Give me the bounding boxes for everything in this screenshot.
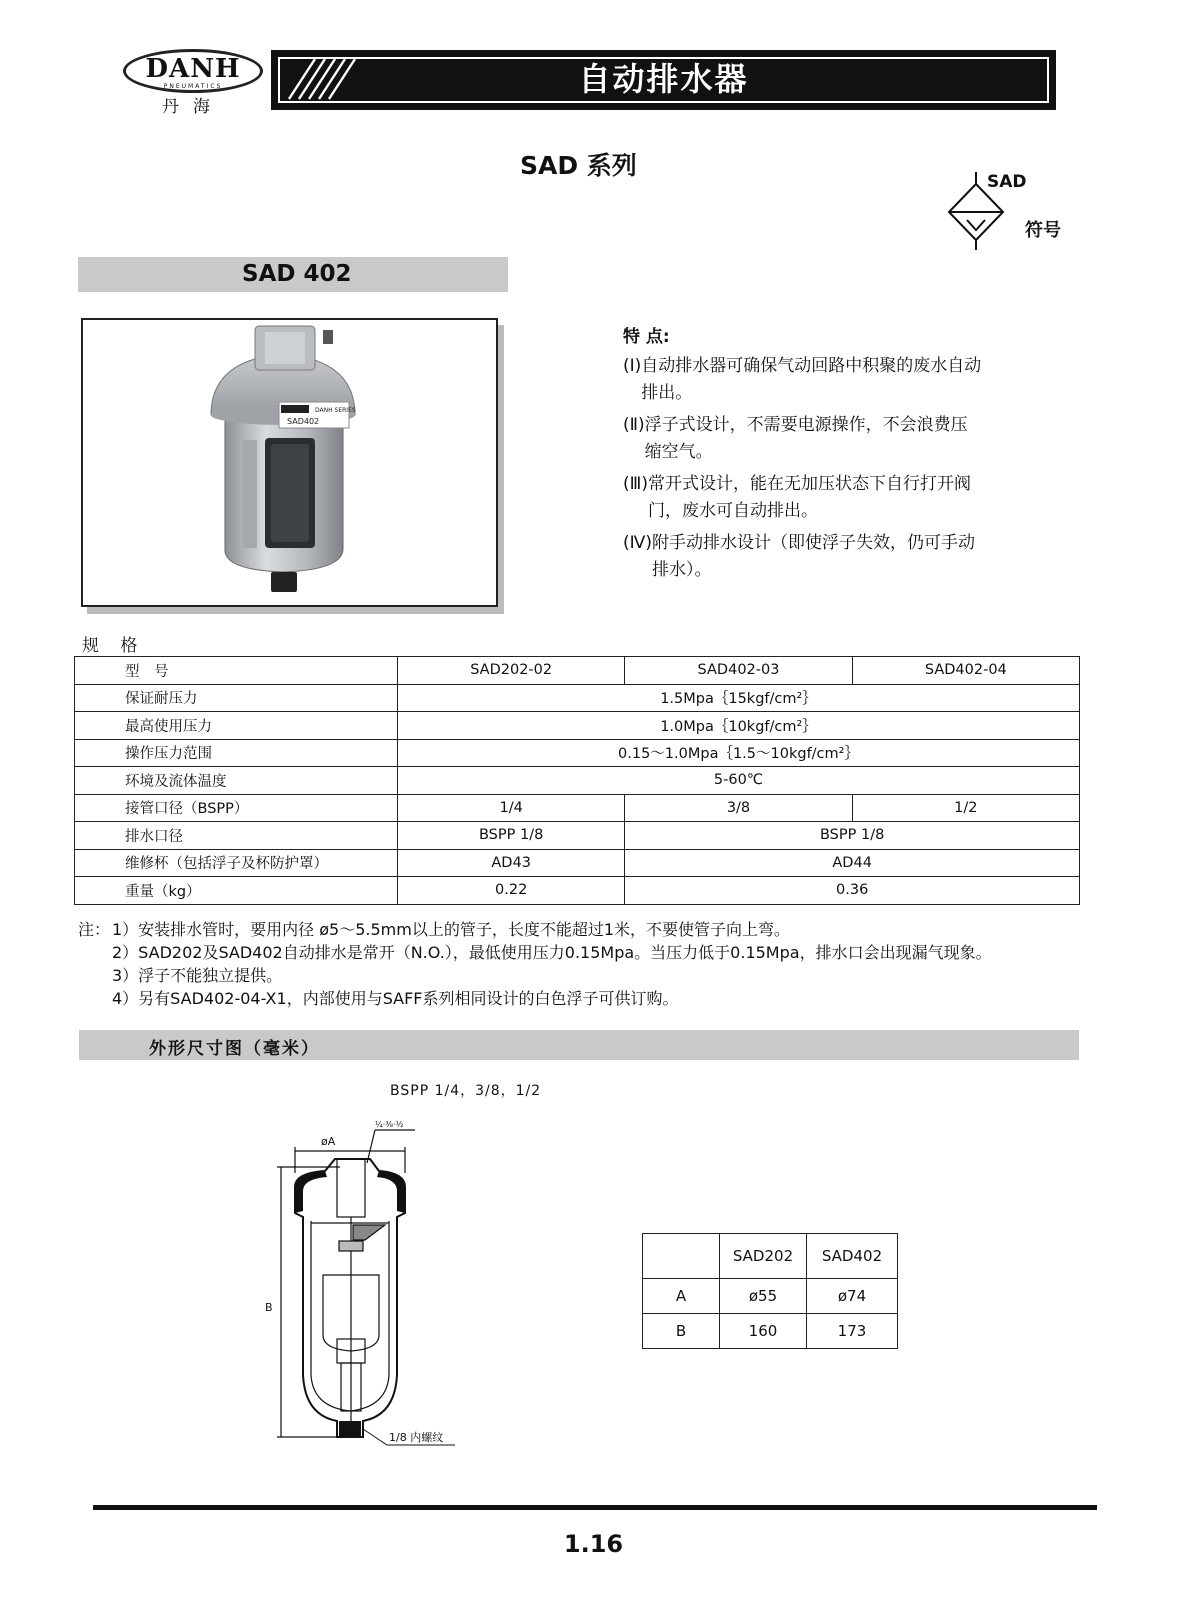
table-cell-label: 操作压力范围 <box>75 739 398 767</box>
table-cell-label: 保证耐压力 <box>75 684 398 712</box>
note-text: 4）另有SAD402-04-X1，内部使用与SAFF系列相同设计的白色浮子可供订购。 <box>112 989 679 1008</box>
table-cell: 0.22 <box>398 877 625 905</box>
table-cell: 0.36 <box>625 877 1080 905</box>
table-row <box>643 1314 898 1349</box>
dim-label-b: B <box>265 1301 273 1314</box>
table-cell: 1/2 <box>852 794 1079 822</box>
table-cell-label: 最高使用压力 <box>75 712 398 740</box>
symbol-block <box>945 172 1075 252</box>
table-row <box>75 739 1080 767</box>
model-band <box>78 257 508 292</box>
feature-number: (Ⅲ) <box>623 474 648 494</box>
note-item <box>78 918 992 941</box>
note-item <box>78 987 992 1010</box>
logo-subtitle: PNEUMATICS <box>163 83 223 90</box>
table-row <box>75 712 1080 740</box>
bspp-label: BSPP 1/4，3/8，1/2 <box>390 1083 542 1099</box>
notes-block <box>78 918 992 1010</box>
page-title-bar <box>271 50 1056 110</box>
feature-item <box>623 412 983 466</box>
drain-thread-label: 1/8 内螺纹 <box>389 1431 444 1444</box>
feature-text: 浮子式设计，不需要电源操作，不会浪费压缩空气。 <box>644 415 968 462</box>
table-cell: 1.0Mpa｛10kgf/cm²｝ <box>398 712 1080 740</box>
table-cell: BSPP 1/8 <box>625 822 1080 850</box>
thread-label: ¼·⅜·½ <box>375 1120 404 1129</box>
table-cell-label: 接管口径（BSPP） <box>75 794 398 822</box>
page-number: 1.16 <box>563 1530 624 1558</box>
brand-logo <box>123 45 263 120</box>
table-cell: AD43 <box>398 849 625 877</box>
series-title: SAD 系列 <box>520 151 637 180</box>
table-header-cell: SAD202 <box>720 1234 807 1279</box>
table-row <box>75 657 1080 685</box>
table-row <box>75 822 1080 850</box>
table-row <box>643 1234 898 1279</box>
table-row <box>75 877 1080 905</box>
dimension-band-label: 外形尺寸图（毫米） <box>149 1039 320 1059</box>
badge-brand: DANH SERIES <box>315 407 356 414</box>
table-header-cell: SAD402 <box>807 1234 898 1279</box>
table-header-cell: SAD402-03 <box>625 657 852 685</box>
table-cell: 0.15～1.0Mpa｛1.5～10kgf/cm²｝ <box>398 739 1080 767</box>
cross-section-drawing <box>255 1120 495 1470</box>
table-cell-label: 重量（kg） <box>75 877 398 905</box>
dimension-table <box>642 1233 898 1349</box>
table-row <box>75 849 1080 877</box>
table-cell-label: 环境及流体温度 <box>75 767 398 795</box>
spec-table <box>74 656 1080 905</box>
note-item <box>78 941 992 964</box>
table-header-cell: SAD202-02 <box>398 657 625 685</box>
feature-text: 常开式设计，能在无加压状态下自行打开阀门，废水可自动排出。 <box>648 474 971 521</box>
dim-label-a: øA <box>321 1135 336 1148</box>
table-cell: 1/4 <box>398 794 625 822</box>
spec-caption: 规 格 <box>82 636 146 656</box>
table-cell: 160 <box>720 1314 807 1349</box>
feature-item <box>623 530 983 584</box>
feature-item <box>623 471 983 525</box>
feature-number: (Ⅳ) <box>623 533 652 553</box>
auto-drain-photo <box>83 320 496 605</box>
table-cell: ø74 <box>807 1279 898 1314</box>
feature-number: (Ⅰ) <box>623 356 642 376</box>
page-title: 自动排水器 <box>578 60 749 98</box>
feature-text: 自动排水器可确保气动回路中积聚的废水自动排出。 <box>641 356 982 403</box>
notes-prefix: 注： <box>78 920 111 939</box>
logo-word: DANH <box>145 54 241 84</box>
note-text: 2）SAD202及SAD402自动排水是常开（N.O.），最低使用压力0.15Mpa。当压力低于0.15Mpa，排水口会出现漏气现象。 <box>112 943 992 962</box>
feature-text: 附手动排水设计（即使浮子失效，仍可手动排水）。 <box>651 533 975 580</box>
product-photo-frame <box>81 318 498 607</box>
table-cell: A <box>643 1279 720 1314</box>
features-list <box>623 324 983 589</box>
note-text: 1）安装排水管时，要用内径 ø5～5.5mm以上的管子，长度不能超过1米，不要使管子向上弯。 <box>112 920 791 939</box>
table-cell: ø55 <box>720 1279 807 1314</box>
table-header-cell <box>643 1234 720 1279</box>
table-cell: 173 <box>807 1314 898 1349</box>
table-cell: BSPP 1/8 <box>398 822 625 850</box>
table-row <box>75 767 1080 795</box>
table-cell: 3/8 <box>625 794 852 822</box>
feature-number: (Ⅱ) <box>623 415 645 435</box>
symbol-label: SAD <box>987 172 1027 192</box>
table-cell: 1.5Mpa｛15kgf/cm²｝ <box>398 684 1080 712</box>
table-row <box>75 794 1080 822</box>
badge-model: SAD402 <box>287 417 320 426</box>
table-header-cell: SAD402-04 <box>852 657 1079 685</box>
dimension-band <box>79 1030 1079 1060</box>
table-cell: B <box>643 1314 720 1349</box>
note-item <box>78 964 992 987</box>
table-cell-label: 型 号 <box>75 657 398 685</box>
table-row <box>643 1279 898 1314</box>
logo-chinese: 丹海 <box>162 97 224 117</box>
table-row <box>75 684 1080 712</box>
table-cell: AD44 <box>625 849 1080 877</box>
note-text: 3）浮子不能独立提供。 <box>112 966 283 985</box>
features-heading: 特 点: <box>623 327 670 347</box>
model-band-label: SAD 402 <box>242 261 352 287</box>
feature-item <box>623 353 983 407</box>
footer-rule <box>93 1505 1097 1510</box>
symbol-caption: 符号 <box>1025 220 1061 241</box>
table-cell: 5-60℃ <box>398 767 1080 795</box>
table-cell-label: 维修杯（包括浮子及杯防护罩） <box>75 849 398 877</box>
table-cell-label: 排水口径 <box>75 822 398 850</box>
